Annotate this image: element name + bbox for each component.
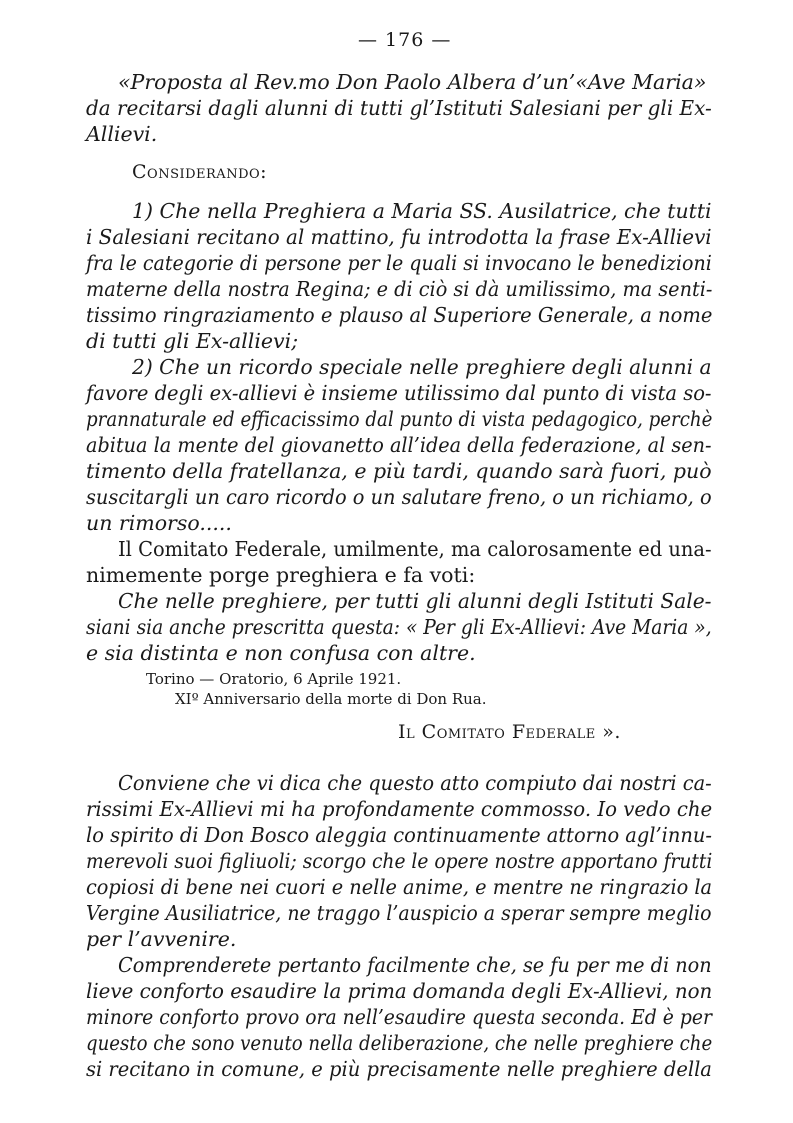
dateline-place-date: Torino — Oratorio, 6 Aprile 1921. bbox=[146, 670, 402, 688]
response-line: lieve conforto esaudire la prima domanda degli Ex-Allievi, non bbox=[86, 979, 713, 1003]
response-line: si recitano in comune, e più precisamente nelle preghiere della bbox=[86, 1057, 712, 1081]
proposal-line: da recitarsi dagli alunni di tutti gl’Istituti Salesiani per gli Ex- bbox=[86, 96, 712, 120]
response-line: rissimi Ex-Allievi mi ha profondamente commosso. Io vedo che bbox=[86, 797, 713, 821]
point1-line: i Salesiani recitano al mattino, fu introdotta la frase Ex-Allievi bbox=[86, 225, 712, 249]
committee-line: e sia distinta e non confusa con altre. bbox=[86, 641, 476, 665]
point1-line: fra le categorie di persone per le quali si invocano le benedizioni bbox=[86, 251, 712, 275]
point2-line: 2) Che un ricordo speciale nelle preghiere degli alunni a bbox=[132, 355, 712, 379]
response-line: per l’avvenire. bbox=[86, 927, 237, 951]
point2-line: prannaturale ed efficacissimo dal punto di vista pedagogico, perchè bbox=[86, 407, 713, 431]
response-line: Vergine Ausiliatrice, ne traggo l’auspicio a sperar sempre meglio bbox=[86, 901, 712, 925]
response-line: merevoli suoi figliuoli; scorgo che le opere nostre apportano frutti bbox=[86, 849, 713, 873]
point1-line: 1) Che nella Preghiera a Maria SS. Ausilatrice, che tutti bbox=[132, 199, 712, 223]
point1-line: tissimo ringraziamento e plauso al Superiore Generale, a nome bbox=[86, 303, 713, 327]
point1-line: materne della nostra Regina; e di ciò si dà umilissimo, ma senti- bbox=[86, 277, 713, 301]
response-line: lo spirito di Don Bosco aleggia continuamente attorno agl’innu- bbox=[86, 823, 712, 847]
committee-line: siani sia anche prescritta questa: « Per gli Ex-Allievi: Ave Maria », bbox=[86, 615, 712, 639]
response-line: Conviene che vi dica che questo atto compiuto dai nostri ca- bbox=[118, 771, 712, 795]
point2-line: suscitargli un caro ricordo o un salutare freno, o un richiamo, o bbox=[86, 485, 712, 509]
response-line: questo che sono venuto nella deliberazione, che nelle preghiere che bbox=[86, 1031, 713, 1055]
committee-line: Il Comitato Federale, umilmente, ma calorosamente ed una- bbox=[118, 537, 712, 561]
proposal-line: Allievi. bbox=[86, 122, 158, 146]
considerando-heading: Considerando: bbox=[132, 161, 268, 183]
point2-line: abitua la mente del giovanetto all’idea della federazione, al sen- bbox=[86, 433, 712, 457]
response-line: minore conforto provo ora nell’esaudire questa seconda. Ed è per bbox=[86, 1005, 712, 1029]
signature: Il Comitato Federale ». bbox=[398, 721, 621, 743]
dateline-anniversary: XIº Anniversario della morte di Don Rua. bbox=[175, 690, 487, 708]
committee-line: nimemente porge preghiera e fa voti: bbox=[86, 563, 476, 587]
page-number: — 176 — bbox=[358, 29, 452, 51]
response-line: Comprenderete pertanto facilmente che, se fu per me di non bbox=[118, 953, 712, 977]
point2-line: timento della fratellanza, e più tardi, quando sarà fuori, può bbox=[86, 459, 712, 483]
response-line: copiosi di bene nei cuori e nelle anime, e mentre ne ringrazio la bbox=[86, 875, 713, 899]
proposal-line: «Proposta al Rev.mo Don Paolo Albera d’un’«Ave Maria» bbox=[118, 70, 707, 94]
point2-line: un rimorso..... bbox=[86, 511, 232, 535]
committee-line: Che nelle preghiere, per tutti gli alunni degli Istituti Sale- bbox=[118, 589, 712, 613]
point1-line: di tutti gli Ex-allievi; bbox=[86, 329, 299, 353]
point2-line: favore degli ex-allievi è insieme utilissimo dal punto di vista so- bbox=[86, 381, 712, 405]
